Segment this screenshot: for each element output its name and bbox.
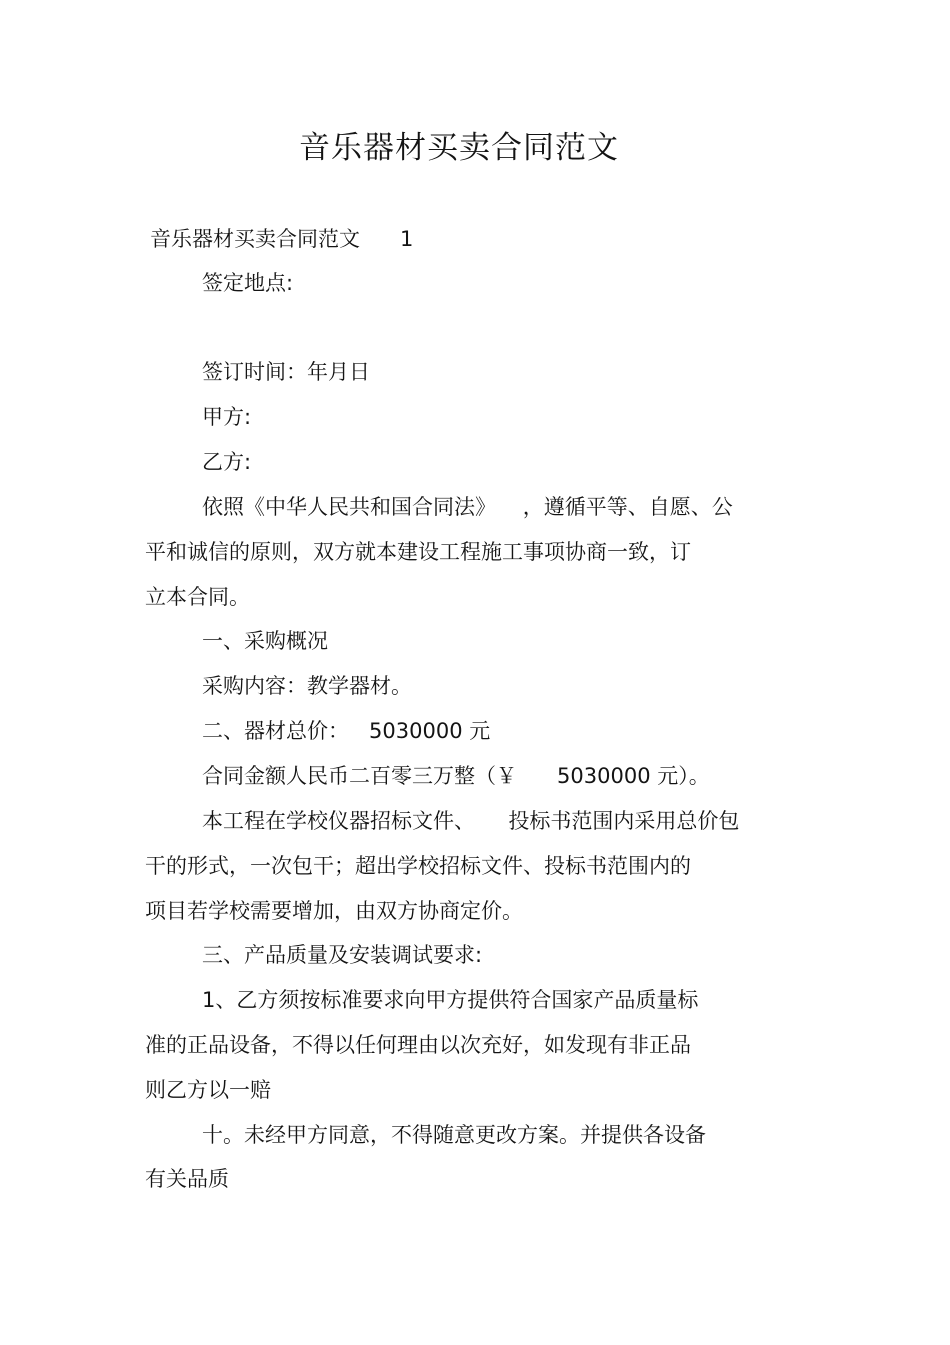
paragraph-line: 平和诚信的原则，双方就本建设工程施工事项协商一致，订	[145, 540, 691, 564]
paragraph-line: 依照《中华人民共和国合同法》 ，遵循平等、自愿、公	[202, 495, 733, 519]
paragraph-line: 则乙方以一赔	[145, 1078, 271, 1102]
paragraph-line: 有关品质	[145, 1167, 229, 1191]
paragraph-line: 十。未经甲方同意，不得随意更改方案。并提供各设备	[202, 1123, 706, 1147]
paragraph-line: 本工程在学校仪器招标文件、 投标书范围内采用总价包	[202, 809, 740, 833]
document-title: 音乐器材买卖合同范文	[299, 130, 619, 166]
paragraph-line: 干的形式，一次包干；超出学校招标文件、投标书范围内的	[145, 854, 691, 878]
paragraph-line: 项目若学校需要增加，由双方协商定价。	[145, 899, 523, 923]
paragraph-line: 立本合同。	[145, 585, 250, 609]
paragraph-line: 1、乙方须按标准要求向甲方提供符合国家产品质量标	[202, 988, 699, 1012]
paragraph-line: 采购内容：教学器材。	[202, 674, 412, 698]
signing-place: 签定地点:	[202, 271, 294, 295]
clause-heading: 三、产品质量及安装调试要求:	[202, 943, 483, 967]
party-b: 乙方:	[202, 450, 252, 474]
section-heading: 音乐器材买卖合同范文 1	[150, 227, 414, 251]
clause-heading: 一、采购概况	[202, 629, 328, 653]
party-a: 甲方:	[202, 405, 252, 429]
signing-date: 签订时间：年月日	[202, 360, 370, 384]
paragraph-line: 准的正品设备，不得以任何理由以次充好，如发现有非正品	[145, 1033, 691, 1057]
clause-heading: 二、器材总价： 5030000 元	[202, 719, 491, 743]
paragraph-line: 合同金额人民币二百零三万整（￥ 5030000 元）。	[202, 764, 710, 788]
